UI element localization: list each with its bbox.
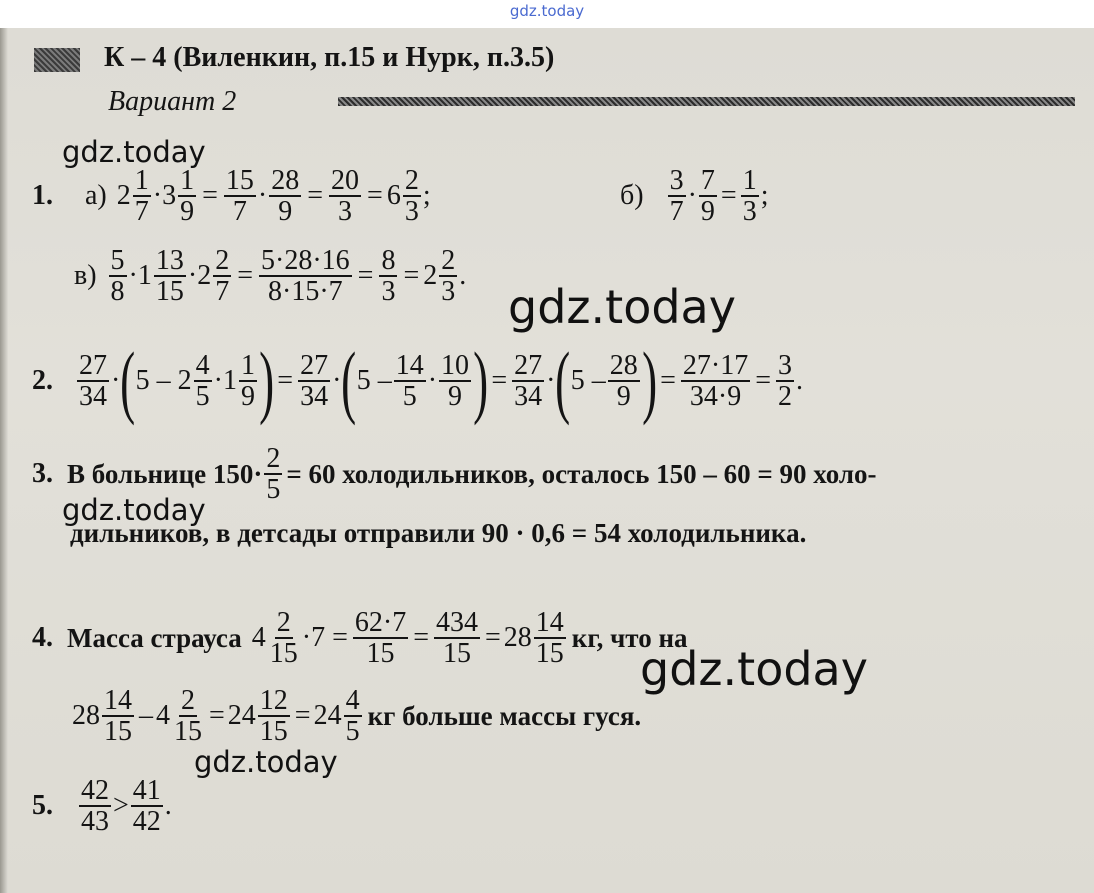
fraction [109,246,127,307]
operator: = [209,700,225,732]
operator: = [357,260,374,292]
numerator: 62·7 [354,607,407,638]
numerator: 20 [331,165,360,196]
numerator: 42 [81,775,109,806]
problem-number: 5. [32,790,53,822]
fraction [258,686,290,747]
denominator: 15 [155,276,184,308]
denominator: 7 [134,196,149,228]
left-paren: ( [555,335,571,426]
fraction [434,608,480,669]
denominator: 5 [195,381,210,412]
whole: 2 [116,180,131,212]
left-paren: ( [120,335,136,426]
problem-2 [32,335,804,426]
whole: 1 [222,365,237,396]
denominator: 3 [404,196,419,228]
fraction [154,246,186,307]
punctuation: . [459,260,467,292]
numerator: 28 [271,165,300,196]
part-label: в) [74,260,97,292]
punctuation: ; [760,180,769,212]
denominator: 9 [180,196,195,228]
fraction [172,686,204,747]
denominator: 5 [266,474,281,506]
watermark: gdz.today [62,135,206,169]
fraction [699,166,717,227]
fraction [353,608,408,669]
whole: 4 [156,700,170,732]
denominator: 34·9 [689,381,742,412]
operator: = [403,260,420,292]
problem-number: 4. [32,622,53,654]
part-label: а) [85,180,107,212]
denominator: 7 [215,276,230,308]
numerator: 2 [215,245,230,276]
operator: = [413,622,429,654]
fraction [439,246,457,307]
numerator: 12 [259,685,288,716]
denominator: 5 [345,716,360,748]
right-paren: ) [473,335,489,426]
whole: 4 [251,622,266,654]
denominator: 9 [278,196,293,228]
denominator: 3 [441,276,456,308]
problem-text: = 60 холодильников, осталось 150 – 60 = 90 холо- [286,458,877,489]
fraction [269,166,301,227]
whole: 2 [197,260,212,292]
fraction [403,166,421,227]
denominator: 15 [259,716,288,748]
numerator: 27 [514,349,543,381]
operator: · [213,365,223,396]
fraction [608,351,640,412]
operator: ·7 = [301,622,348,654]
fraction [268,608,300,669]
operator: – [139,700,153,732]
fraction [224,166,256,227]
watermark: gdz.today [508,280,736,334]
expression-text: 5 – [570,365,606,396]
denominator: 5 [402,381,417,412]
right-paren: ) [259,335,275,426]
denominator: 15 [269,638,298,670]
punctuation: . [796,365,804,396]
numerator: 14 [535,607,564,638]
operator: = [720,180,737,212]
fraction [329,166,361,227]
numerator: 2 [181,685,195,716]
fraction [213,246,231,307]
fraction [379,246,397,307]
numerator: 1 [240,349,255,381]
fraction [77,351,109,412]
problem-number: 2. [32,365,53,396]
problem-1-part-v [74,246,466,307]
operator: = [307,180,324,212]
operator: > [113,790,129,822]
page-edge-shadow [0,28,8,893]
operator: · [687,180,697,212]
fraction [178,166,196,227]
fraction [133,166,151,227]
numerator: 5·28·16 [261,245,350,276]
problem-1-line-ab [32,166,431,227]
operator: · [187,260,198,292]
operator: = [367,180,383,212]
denominator: 9 [448,381,463,412]
fraction [681,351,750,412]
operator: = [277,365,294,396]
fraction [79,776,111,837]
denominator: 7 [232,196,247,228]
problem-text: Масса страуса [67,622,242,653]
whole: 6 [386,180,401,212]
numerator: 1 [742,165,757,196]
numerator: 8 [381,245,396,276]
part-label: б) [620,180,644,212]
fraction [239,351,257,412]
numerator: 2 [266,443,281,474]
whole: 24 [227,700,256,732]
denominator: 15 [174,716,202,748]
denominator: 7 [669,196,684,228]
problem-text: кг, что на [571,622,688,653]
denominator: 34 [514,381,543,412]
denominator: 3 [338,196,353,228]
fraction [264,444,282,505]
operator: · [332,365,342,396]
fraction [131,776,163,837]
problem-4-line-2 [72,686,641,747]
page-title: К – 4 (Виленкин, п.15 и Нурк, п.3.5) [104,42,555,73]
problem-5 [32,776,172,837]
problem-4-line-1 [32,608,688,669]
fraction [512,351,544,412]
whole: 1 [137,260,152,292]
punctuation: . [164,790,172,822]
fraction [668,166,686,227]
denominator: 42 [132,806,161,838]
problem-1-part-b [620,166,768,227]
problem-number: 3. [32,458,53,490]
expression-text: 5 – [356,365,392,396]
watermark-top: gdz.today [509,2,585,20]
fraction [741,166,759,227]
whole: 2 [423,260,438,292]
denominator: 34 [300,381,329,412]
whole: 24 [313,700,342,732]
numerator: 10 [441,349,470,381]
numerator: 28 [609,349,638,381]
numerator: 2 [404,165,419,196]
denominator: 15 [443,638,471,670]
numerator: 14 [395,349,424,381]
numerator: 3 [669,165,684,196]
numerator: 4 [345,685,360,716]
variant-subtitle: Вариант 2 [108,86,237,117]
watermark: gdz.today [194,745,338,779]
right-paren: ) [641,335,657,426]
denominator: 2 [778,381,793,412]
operator: · [427,365,438,396]
denominator: 9 [240,381,255,412]
heading-rule [338,97,1075,106]
operator: = [294,700,311,732]
heading-marker [34,48,80,72]
fraction [776,351,794,412]
operator: = [237,260,253,292]
fraction [344,686,362,747]
punctuation: ; [422,180,431,212]
denominator: 3 [381,276,396,308]
whole: 3 [162,180,177,212]
operator: · [152,180,163,212]
denominator: 8·15·7 [268,276,343,308]
watermark: gdz.today [640,642,868,696]
denominator: 15 [535,638,564,670]
fraction [534,608,566,669]
fraction [102,686,134,747]
denominator: 15 [104,716,132,748]
operator: · [546,365,556,396]
operator: · [128,260,138,292]
numerator: 14 [104,685,132,716]
denominator: 15 [366,638,395,670]
watermark: gdz.today [62,493,206,527]
operator: = [485,622,501,654]
denominator: 3 [742,196,757,228]
fraction [394,351,426,412]
denominator: 8 [110,276,125,308]
numerator: 1 [134,165,149,196]
denominator: 43 [81,806,109,838]
numerator: 7 [700,165,715,196]
fraction [194,351,212,412]
numerator: 27·17 [682,349,749,381]
fraction [439,351,471,412]
denominator: 34 [79,381,107,412]
operator: = [660,365,676,396]
fraction [298,351,330,412]
numerator: 4 [195,349,210,381]
numerator: 41 [132,775,161,806]
problem-number: 1. [32,180,53,212]
numerator: 5 [110,245,125,276]
numerator: 27 [300,349,329,381]
numerator: 13 [155,245,184,276]
expression-text: 5 – 2 [135,365,192,396]
operator: = [202,180,218,212]
problem-text: кг больше массы гуся. [367,700,642,731]
problem-text: В больнице 150· [67,458,263,489]
denominator: 9 [616,381,631,412]
numerator: 2 [276,607,291,638]
numerator: 3 [778,349,793,381]
numerator: 434 [436,607,478,638]
left-paren: ( [341,335,357,426]
denominator: 9 [700,196,715,228]
problem-text: дильников, в детсады отправили 90 · 0,6 = 54 холодильника. [70,518,807,548]
numerator: 2 [441,245,456,276]
operator: · [111,365,121,396]
numerator: 1 [180,165,195,196]
operator: · [257,180,268,212]
operator: = [491,365,508,396]
fraction [259,246,352,307]
numerator: 27 [79,349,107,381]
operator: = [755,365,772,396]
whole: 28 [72,700,100,732]
numerator: 15 [225,165,254,196]
whole: 28 [503,622,532,654]
